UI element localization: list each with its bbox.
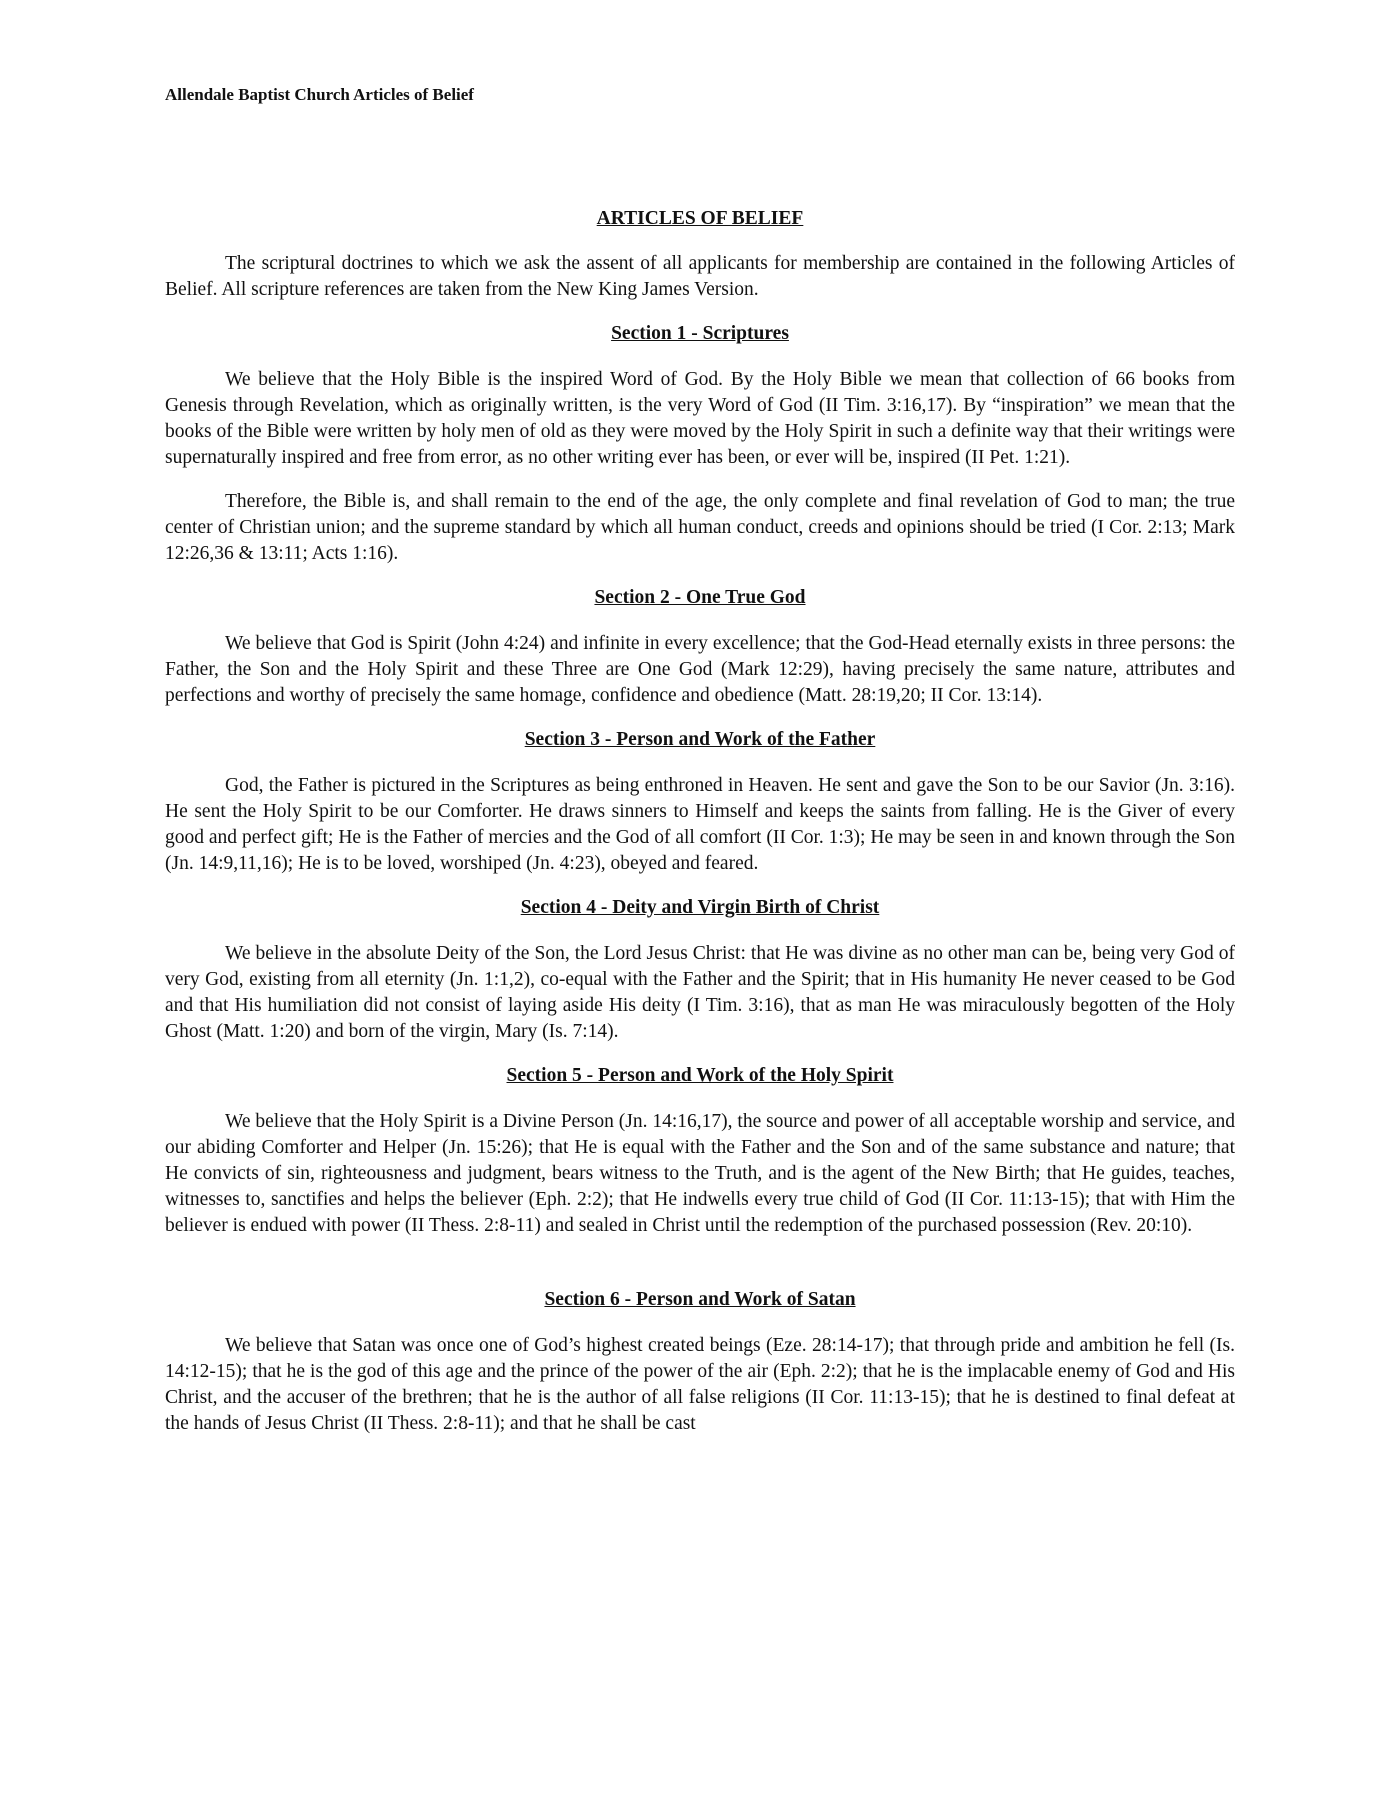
section-6-paragraph-1: We believe that Satan was once one of God’s highest created beings (Eze. 28:14-17); that through pride and ambition he fell (Is. 14:12-15); that he is the god of this age and the prince of the power of the air (Eph. 2:2); that he is the implacable enemy of God and His Christ, and the accuser of the brethren; that he is the author of all false religions (II Cor. 11:13-15); that he is destined to final defeat at the hands of Jesus Christ (II Thess. 2:8-11); and that he shall be cast <box>165 1335 1235 1434</box>
intro-paragraph: The scriptural doctrines to which we ask the assent of all applicants for membership are contained in the following Articles of Belief. All scripture references are taken from the New King James Version. <box>165 253 1235 300</box>
section-6-heading: Section 6 - Person and Work of Satan <box>544 1289 856 1310</box>
running-header: Allendale Baptist Church Articles of Belief <box>165 85 474 104</box>
document-body <box>165 206 1235 1437</box>
section-1-paragraph-2: Therefore, the Bible is, and shall remain to the end of the age, the only complete and final revelation of God to man; the true center of Christian union; and the supreme standard by which all human conduct, creeds and opinions should be tried (I Cor. 2:13; Mark 12:26,36 & 13:11; Acts 1:16). <box>165 491 1235 564</box>
section-5-heading: Section 5 - Person and Work of the Holy Spirit <box>506 1065 894 1086</box>
section-4-paragraph-1: We believe in the absolute Deity of the Son, the Lord Jesus Christ: that He was divine as no other man can be, being very God of very God, existing from all eternity (Jn. 1:1,2), co-equal with the Father and the Spirit; that in His humanity He never ceased to be God and that His humiliation did not consist of laying aside His deity (I Tim. 3:16), that as man He was miraculously begotten of the Holy Ghost (Matt. 1:20) and born of the virgin, Mary (Is. 7:14). <box>165 943 1235 1042</box>
section-4-heading: Section 4 - Deity and Virgin Birth of Christ <box>520 897 880 918</box>
section-2-paragraph-1: We believe that God is Spirit (John 4:24) and infinite in every excellence; that the God-Head eternally exists in three persons: the Father, the Son and the Holy Spirit and these Three are One God (Mark 12:29), having precisely the same nature, attributes and perfections and worthy of precisely the same homage, confidence and obedience (Matt. 28:19,20; II Cor. 13:14). <box>165 633 1235 706</box>
section-3-heading: Section 3 - Person and Work of the Father <box>524 729 876 750</box>
document-title: ARTICLES OF BELIEF <box>596 208 804 229</box>
section-1-paragraph-1: We believe that the Holy Bible is the inspired Word of God. By the Holy Bible we mean that collection of 66 books from Genesis through Revelation, which as originally written, is the very Word of God (II Tim. 3:16,17). By “inspiration” we mean that the books of the Bible were written by holy men of old as they were moved by the Holy Spirit in such a definite way that their writings were supernaturally inspired and free from error, as no other writing ever has been, or ever will be, inspired (II Pet. 1:21). <box>165 369 1235 468</box>
section-3-paragraph-1: God, the Father is pictured in the Scriptures as being enthroned in Heaven. He sent and gave the Son to be our Savior (Jn. 3:16). He sent the Holy Spirit to be our Comforter. He draws sinners to Himself and keeps the saints from falling. He is the Giver of every good and perfect gift; He is the Father of mercies and the God of all comfort (II Cor. 1:3); He may be seen in and known through the Son (Jn. 14:9,11,16); He is to be loved, worshiped (Jn. 4:23), obeyed and feared. <box>165 775 1235 874</box>
section-2-heading: Section 2 - One True God <box>594 587 806 608</box>
section-1-heading: Section 1 - Scriptures <box>611 323 789 344</box>
section-5-paragraph-1: We believe that the Holy Spirit is a Divine Person (Jn. 14:16,17), the source and power of all acceptable worship and service, and our abiding Comforter and Helper (Jn. 15:26); that He is equal with the Father and the Son and of the same substance and nature; that He convicts of sin, righteousness and judgment, bears witness to the Truth, and is the agent of the New Birth; that He guides, teaches, witnesses to, sanctifies and helps the believer (Eph. 2:2); that He indwells every true child of God (II Cor. 11:13-15); that with Him the believer is endued with power (II Thess. 2:8-11) and sealed in Christ until the redemption of the purchased possession (Rev. 20:10). <box>165 1111 1235 1236</box>
